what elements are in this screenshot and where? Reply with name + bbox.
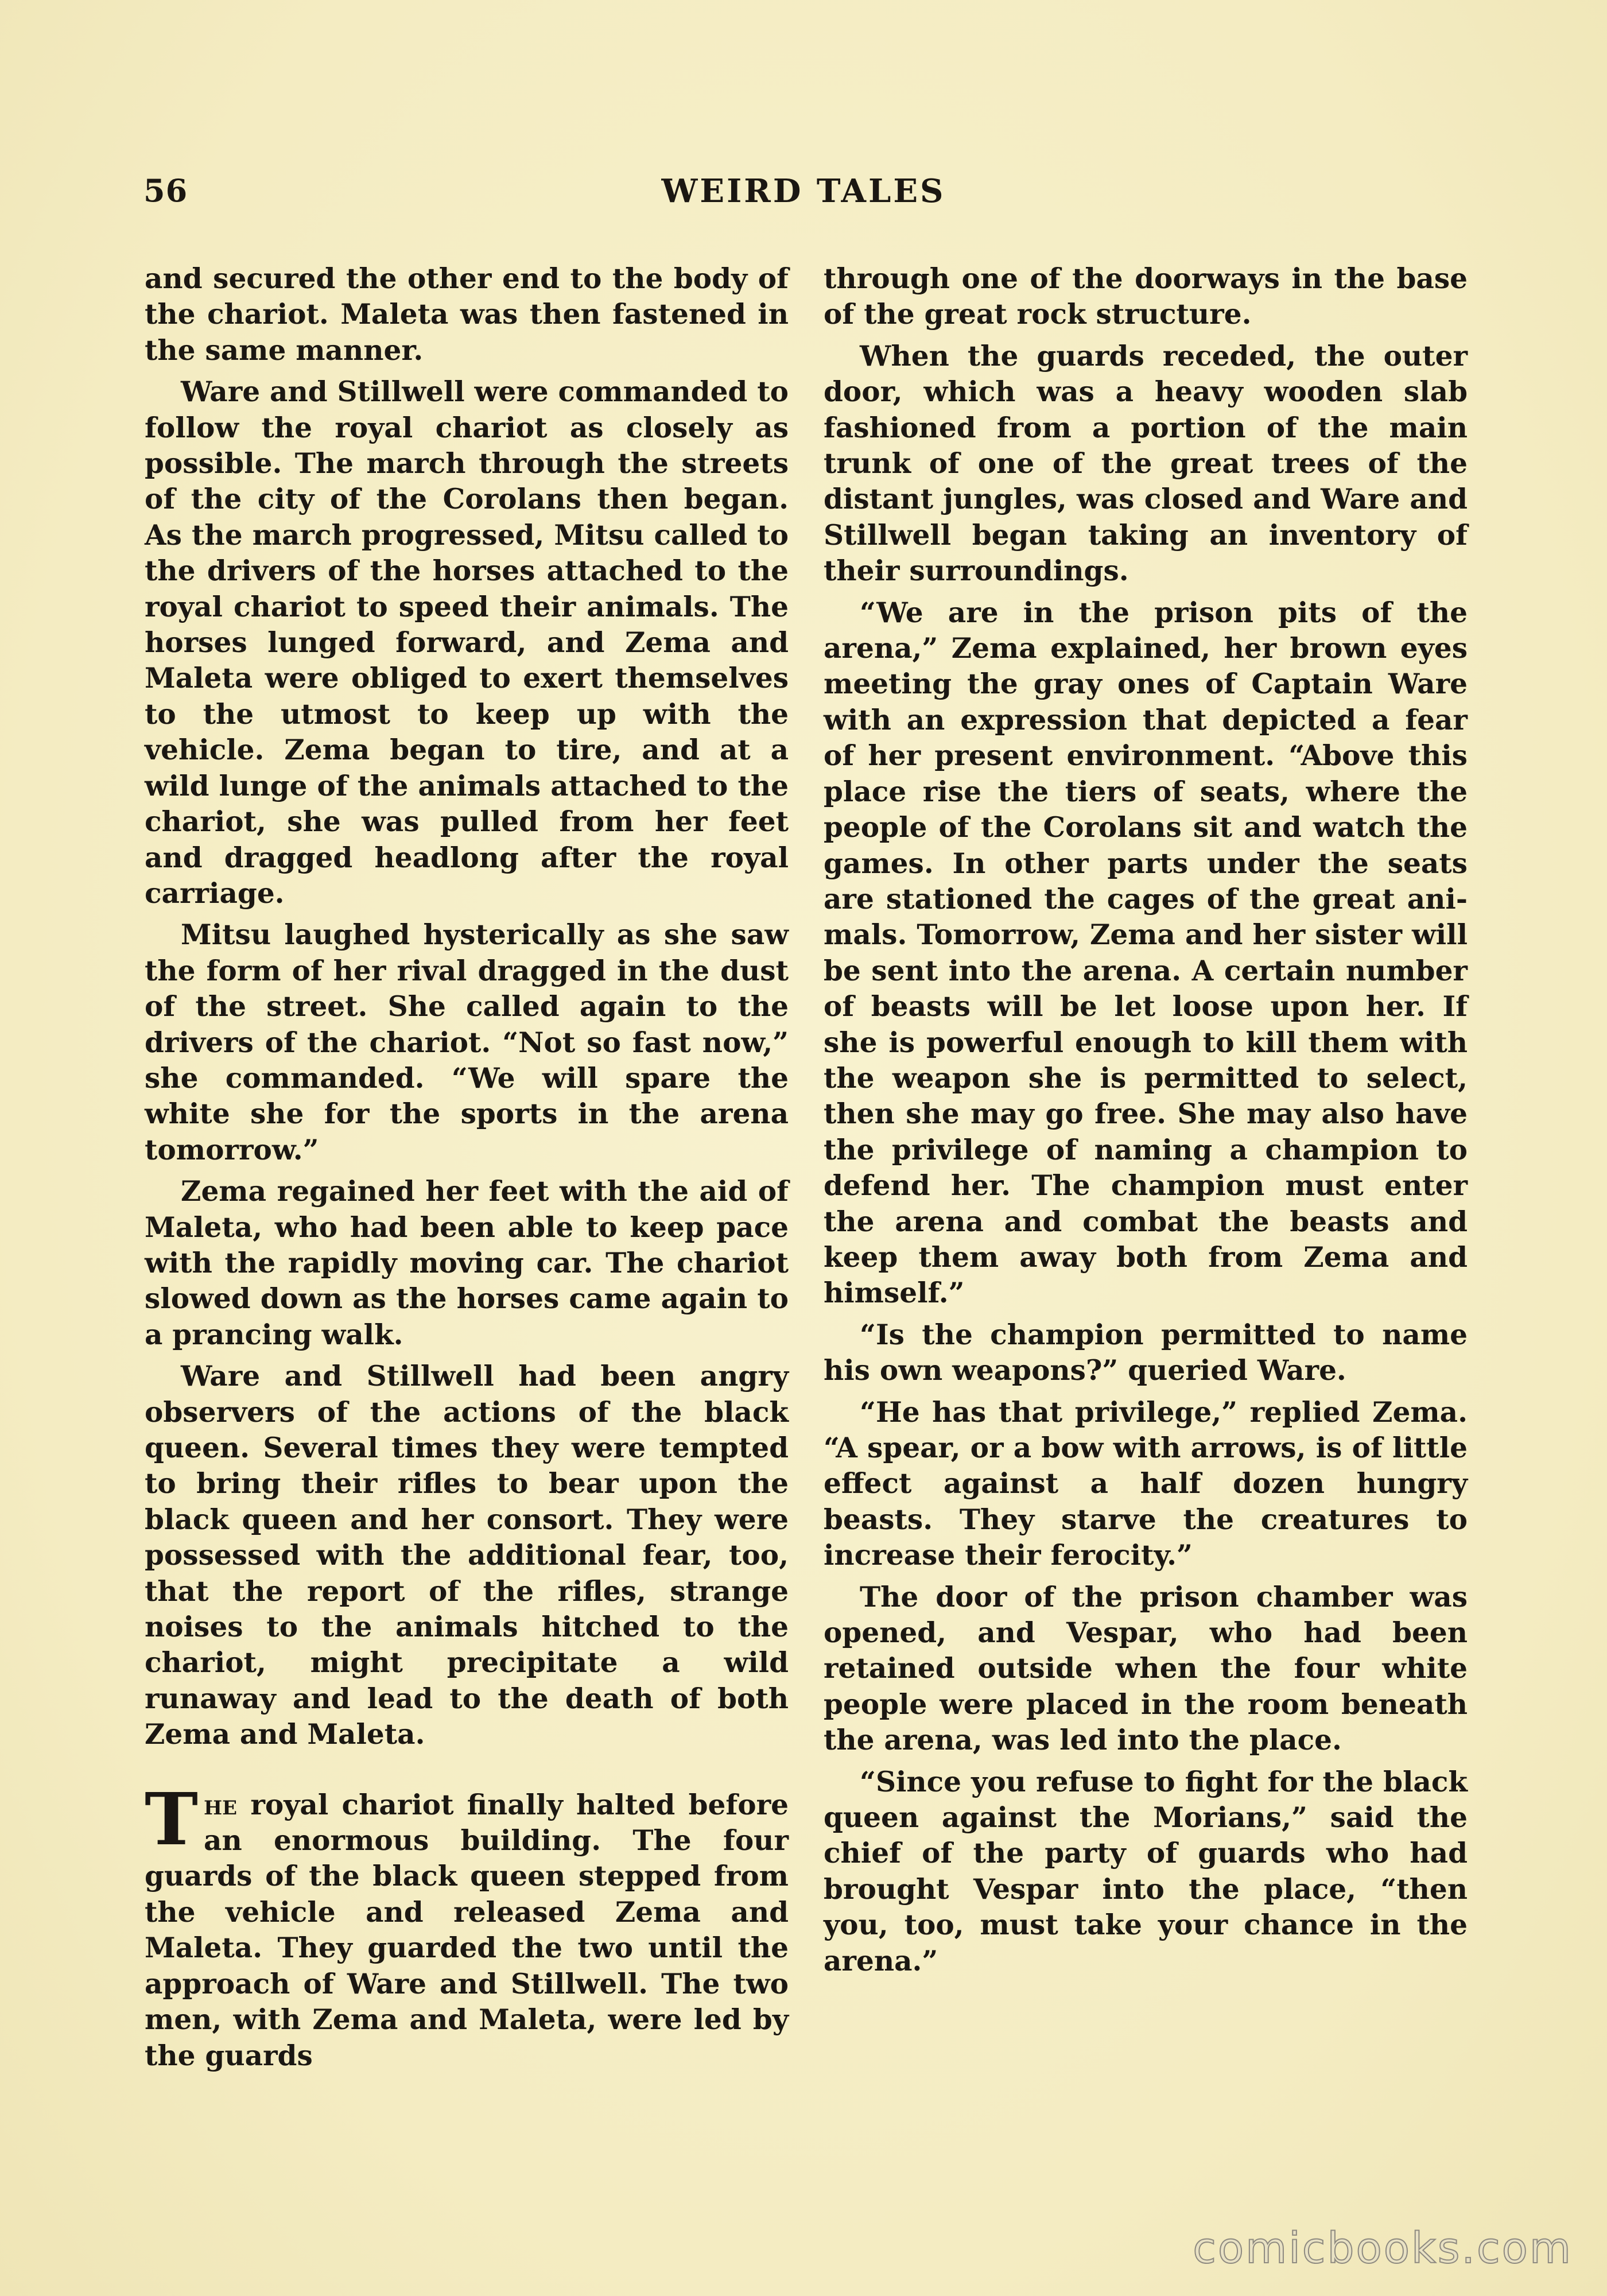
paragraph: through one of the doorways in the base of the great rock structure. xyxy=(824,262,1468,331)
paragraph: Zema regained her feet with the aid of Maleta, who had been able to keep pace with the rapidly moving car. The chariot slowed down as the horses came again to a prancing walk. xyxy=(145,1175,789,1351)
left-column xyxy=(145,261,789,2080)
paragraph: and secured the other end to the body of the chariot. Maleta was then fastened in the same manner. xyxy=(145,262,789,367)
running-title: WEIRD TALES xyxy=(661,172,946,210)
section-opening-paragraph xyxy=(145,1777,789,2074)
section-text: royal chariot finally halted before an enormous building. The four guards of the black queen stepped from the vehicle and released Zema and Maleta. They guarded the two until the approach of Ware and Stillwell. The two men, with Zema and Maleta, were led by the guards xyxy=(145,1788,789,2072)
paragraph: The door of the prison chamber was opened, and Vespar, who had been retained outside when the four white people were placed in the room beneath the arena, was led into the place. xyxy=(824,1580,1468,1757)
small-caps-lead: he xyxy=(204,1788,238,1821)
drop-cap: T xyxy=(145,1777,199,1861)
right-column xyxy=(824,261,1468,1985)
page-header xyxy=(143,172,1464,224)
paragraph: “Is the champion permitted to name his own weapons?” queried Ware. xyxy=(824,1318,1468,1387)
paragraph: “He has that privilege,” replied Zema. “A spear, or a bow with arrows, is of little effect against a half dozen hungry beasts. They starve the creatures to increase their ferocity.” xyxy=(824,1395,1468,1572)
paragraph: Ware and Stillwell were commanded to follow the royal chariot as closely as possible. The march through the streets of the city of the Corolans then began. As the march progressed, Mitsu called to the drivers of the horses attached to the royal chariot to speed their animals. The horses lunged forward, and Zema and Maleta were obliged to exert themselves to the utmost to keep up with the vehicle. Zema began to tire, and at a wild lunge of the animals attached to the chariot, she was pulled from her feet and dragged headlong after the royal carriage. xyxy=(145,375,789,910)
paragraph: Mitsu laughed hysterically as she saw the form of her rival dragged in the dust of the street. She called again to the drivers of the chariot. “Not so fast now,” she commanded. “We will spare the white she for the sports in the arena tomorrow.” xyxy=(145,918,789,1166)
watermark: comicbooks.com xyxy=(1193,2224,1573,2273)
page-number: 56 xyxy=(143,172,188,209)
paragraph: “Since you refuse to fight for the black queen against the Morians,” said the chief of the party of guards who had brought Vespar into the place, “then you, too, must take your chance in the arena.” xyxy=(824,1765,1468,1977)
paragraph: Ware and Stillwell had been angry observers of the actions of the black queen. Several times they were tempted to bring their rifles to bear upon the black queen and her consort. They were possessed with the additional fear, too, that the report of the rifles, strange noises to the animals hitched to the chariot, might precipitate a wild runaway and lead to the death of both Zema and Maleta. xyxy=(145,1360,789,1751)
paragraph: When the guards receded, the outer door, which was a heavy wooden slab fashioned from a portion of the main trunk of one of the great trees of the distant jungles, was closed and Ware and Stillwell began taking an inventory of their surroundings. xyxy=(824,339,1468,588)
paragraph: “We are in the prison pits of the arena,” Zema explained, her brown eyes meeting the gray ones of Captain Ware with an expression that depicted a fear of her present environment. “Above this place rise the tiers of seats, where the people of the Corolans sit and watch the games. In other parts under the seats are stationed the cages of the great animals. Tomorrow, Zema and her sister will be sent into the arena. A certain number of beasts will be let loose upon her. If she is powerful enough to kill them with the weapon she is permitted to select, then she may go free. She may also have the privilege of naming a champion to defend her. The champion must enter the arena and combat the beasts and keep them away both from Zema and himself.” xyxy=(824,596,1468,1310)
